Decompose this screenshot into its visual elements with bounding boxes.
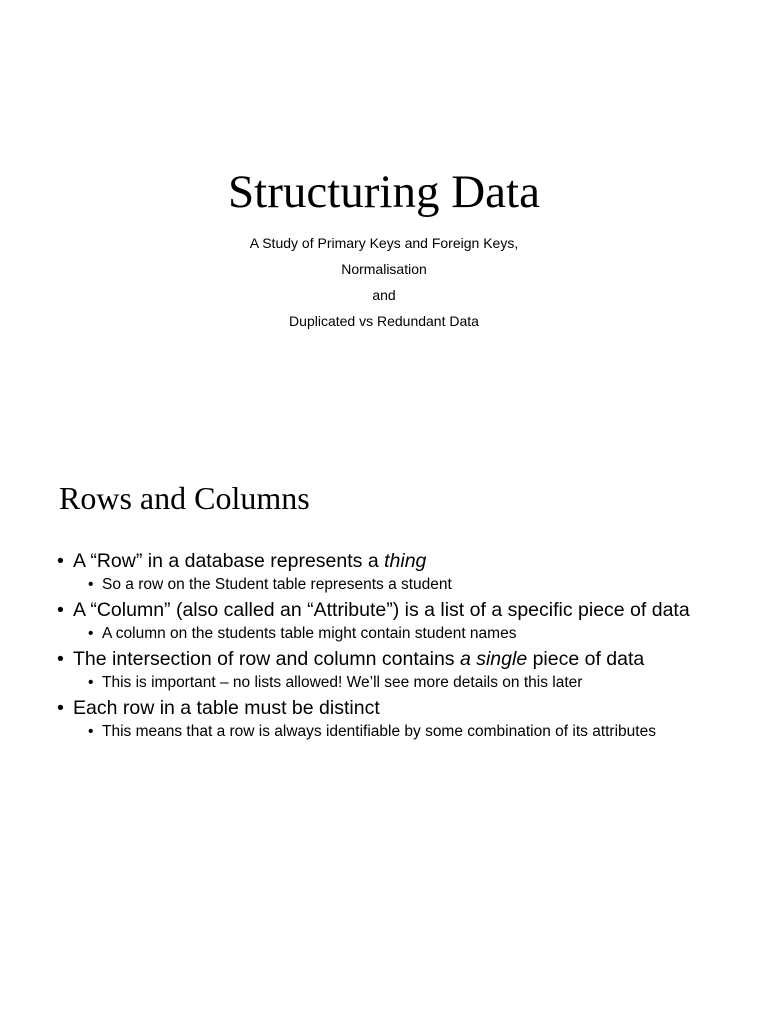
bullet-icon: • [57, 550, 64, 572]
bullet-icon: • [88, 576, 94, 593]
bullet-text: A “Column” (also called an “Attribute”) is a list of a specific piece of data [73, 599, 690, 621]
title-slide [0, 0, 768, 430]
bullet-list [57, 550, 727, 742]
emphasis-text: thing [384, 550, 427, 572]
content-slide [0, 430, 768, 1024]
bullet-text: Each row in a table must be distinct [73, 697, 380, 719]
sub-bullet-item [73, 672, 727, 693]
sub-bullet-text: A column on the students table might contain student names [102, 625, 517, 642]
subtitle-line: Normalisation [341, 261, 427, 277]
sub-bullet-item [73, 721, 727, 742]
sub-bullet-list [73, 623, 727, 644]
bullet-icon: • [88, 625, 94, 642]
sub-bullet-list [73, 721, 727, 742]
bullet-icon: • [88, 674, 94, 691]
subtitle-line: A Study of Primary Keys and Foreign Keys, [249, 235, 519, 251]
bullet-item [57, 697, 727, 742]
slide-heading: Rows and Columns [59, 480, 310, 516]
sub-bullet-text: This is important – no lists allowed! We’ll see more details on this later [102, 674, 583, 691]
sub-bullet-list [73, 574, 727, 595]
bullet-icon: • [57, 599, 64, 621]
subtitle-line: Duplicated vs Redundant Data [289, 313, 479, 329]
bullet-item [57, 550, 727, 595]
bullet-item [57, 648, 727, 693]
bullet-text: A “Row” in a database represents a thing [73, 550, 427, 572]
emphasis-text: a single [459, 648, 528, 670]
sub-bullet-text: So a row on the Student table represents a student [102, 576, 452, 593]
sub-bullet-item [73, 574, 727, 595]
bullet-icon: • [57, 648, 64, 670]
sub-bullet-list [73, 672, 727, 693]
subtitle-line: and [372, 287, 396, 303]
bullet-icon: • [88, 723, 94, 740]
sub-bullet-item [73, 623, 727, 644]
presentation-title: Structuring Data [228, 166, 540, 218]
bullet-text: The intersection of row and column contains a single piece of data [73, 648, 645, 670]
bullet-item [57, 599, 727, 644]
sub-bullet-text: This means that a row is always identifiable by some combination of its attributes [102, 723, 656, 740]
bullet-icon: • [57, 697, 64, 719]
presentation-subtitle [0, 230, 768, 334]
